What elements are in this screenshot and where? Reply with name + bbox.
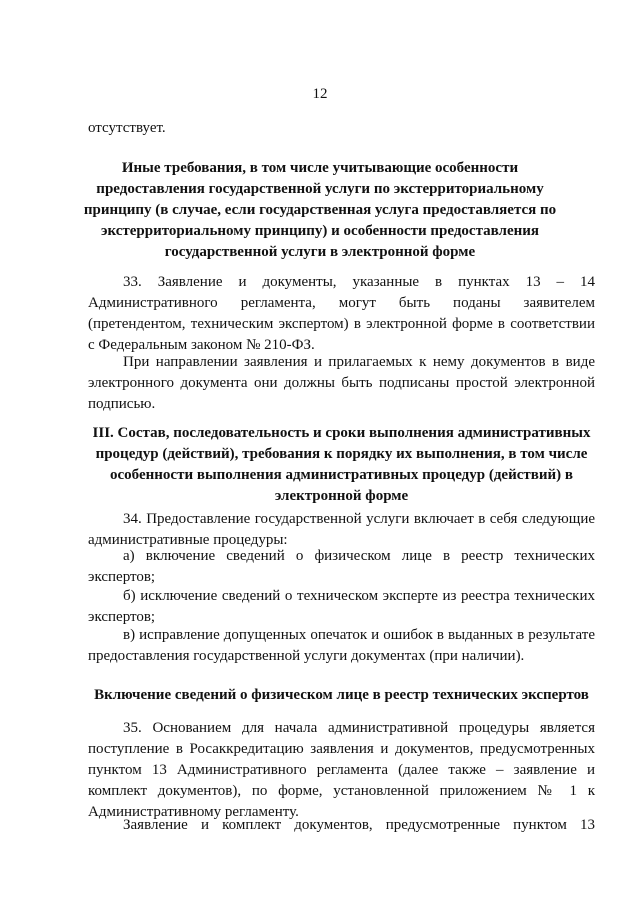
section-heading-inclusion: Включение сведений о физическом лице в реестр технических экспертов [94,687,589,703]
paragraph-35-continuation: Заявление и комплект документов, предусмотренные пунктом 13 [123,817,595,833]
page-number: 12 [312,86,328,102]
list-item-34a: а) включение сведений о физическом лице в реестр технических экспертов; [88,548,595,585]
paragraph-33-signature: При направлении заявления и прилагаемых к нему документов в виде электронного документа они должны быть подписаны простой электронной подписью. [88,354,595,412]
section-heading-iii: III. Состав, последовательность и сроки выполнения административных процедур (действий), требования к порядку их выполнения, в том числе особенности выполнения административных процедур (действий) в электронной форме [92,425,591,504]
paragraph-35: 35. Основанием для начала административной процедуры является поступление в Росаккредитацию заявления и документов, предусмотренных пунктом 13 Административного регламента (далее также – заявление и комплект документов), по форме, установленной приложением № 1 к Административному регламенту. [88,720,595,820]
list-item-34c: в) исправление допущенных опечаток и ошибок в выданных в результате предоставления государственной услуги документах (при наличии). [88,627,595,664]
paragraph-34: 34. Предоставление государственной услуги включает в себя следующие административные процедуры: [88,511,595,548]
paragraph-33: 33. Заявление и документы, указанные в пунктах 13 – 14 Административного регламента, могут быть поданы заявителем (претендентом, техническим экспертом) в электронной форме в соответствии с Федеральным законом № 210-ФЗ. [88,274,595,353]
section-heading-other-requirements: Иные требования, в том числе учитывающие особенности предоставления государственной услуги по экстерриториальному принципу (в случае, если государственная услуга предоставляется по экстерриториальному принципу) и особенности предоставления государственной услуги в электронной форме [83,160,557,260]
paragraph-continuation: отсутствует. [88,120,166,136]
list-item-34b: б) исключение сведений о техническом эксперте из реестра технических экспертов; [88,588,595,625]
